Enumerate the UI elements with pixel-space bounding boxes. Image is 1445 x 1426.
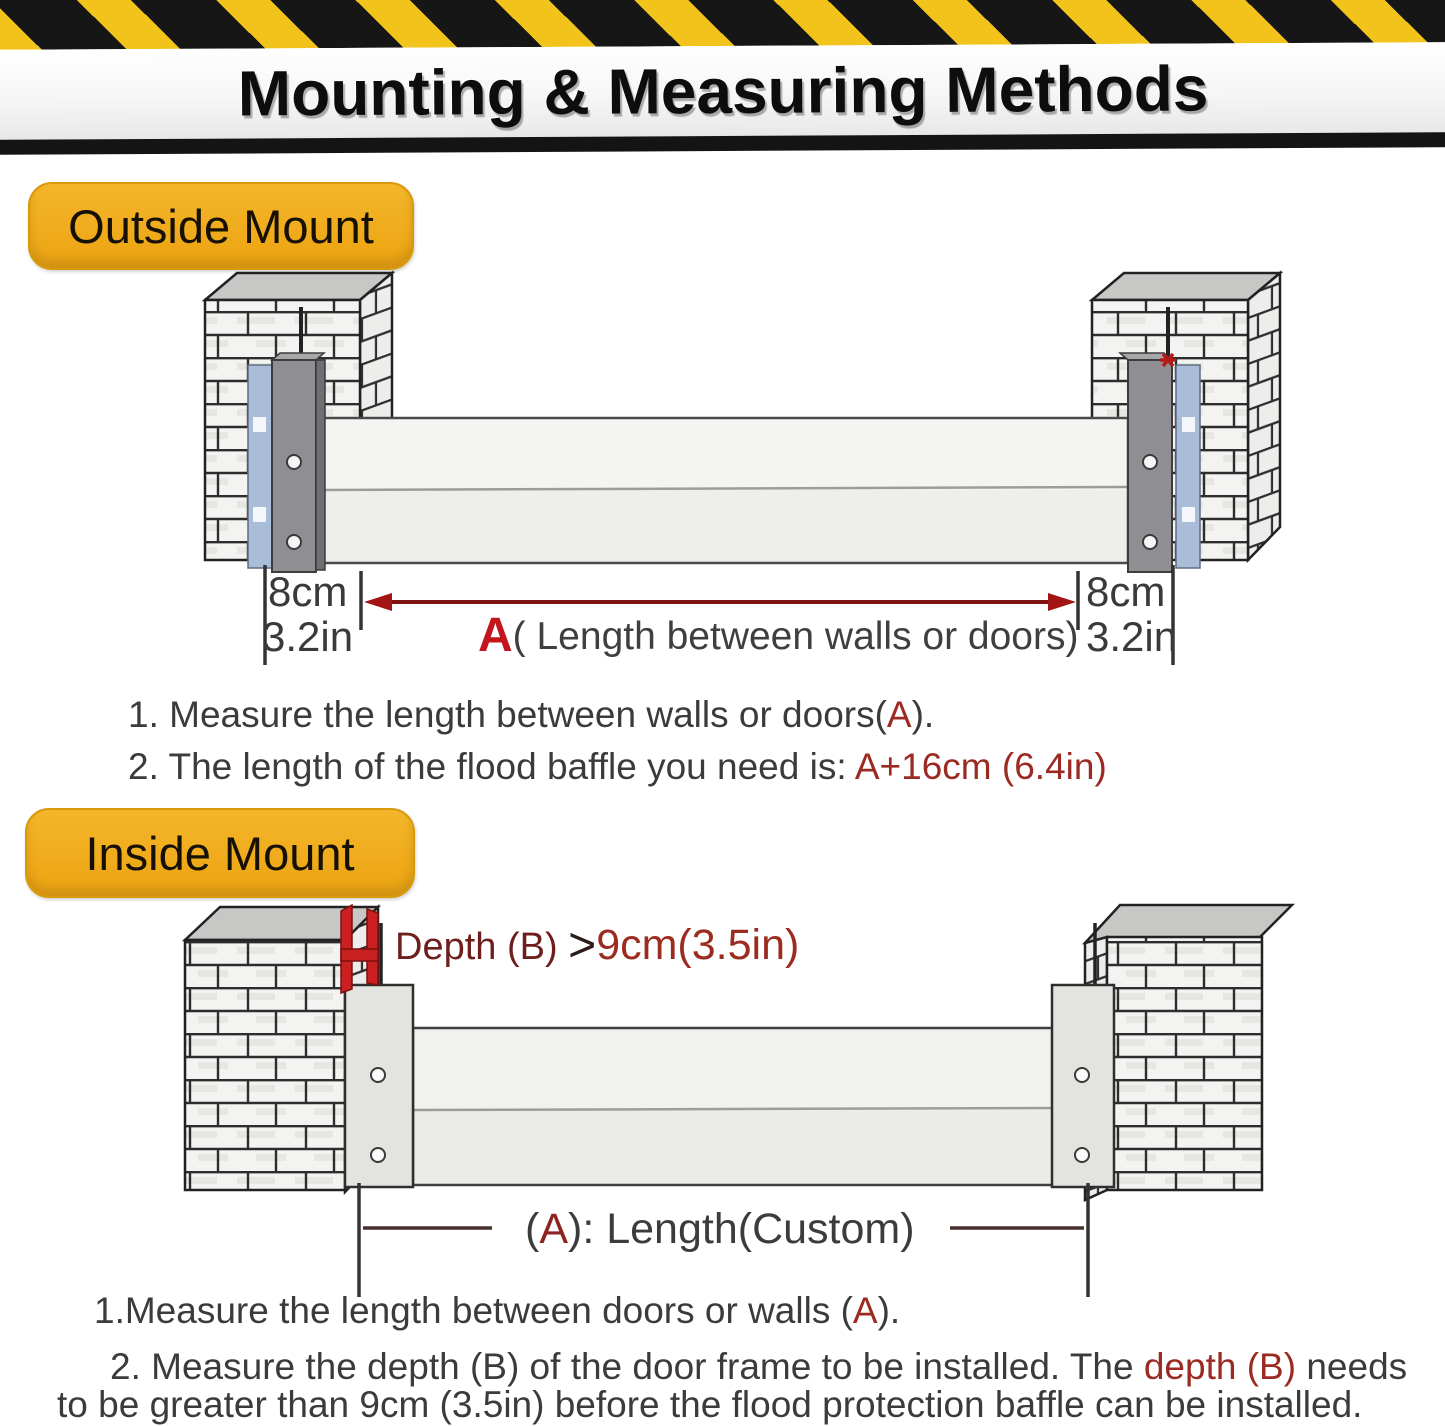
bolt-hole <box>1075 1068 1089 1082</box>
page-title: Mounting & Measuring Methods <box>237 52 1209 130</box>
dim-left-cm: 8cm <box>268 568 348 615</box>
length-a-letter: A <box>478 609 513 662</box>
dim-right-inch: 3.2in <box>1086 613 1178 660</box>
header-banner <box>0 0 1445 155</box>
inside-instruction-2-cont: to be greater than 9cm (3.5in) before the flood protection baffle can be installed. <box>57 1384 1363 1425</box>
flood-barrier <box>413 1028 1062 1185</box>
length-a-text: ( Length between walls or doors) <box>512 615 1079 658</box>
outside-left-channel <box>272 353 325 572</box>
instruction-text: 1. Measure the length between walls or doors( <box>128 694 887 735</box>
outside-instruction-1 <box>128 694 934 736</box>
instruction-text: 2. The length of the flood baffle you need is: <box>128 746 855 787</box>
outside-mount-label: Outside Mount <box>28 182 414 270</box>
inside-instruction-1 <box>94 1290 900 1332</box>
instruction-highlight: A <box>886 694 912 735</box>
bolt-hole <box>371 1068 385 1082</box>
length-text: ( <box>525 1205 540 1253</box>
instruction-text: 1.Measure the length between doors or walls ( <box>94 1290 853 1331</box>
instruction-highlight: A+16cm (6.4in) <box>854 746 1107 787</box>
length-a-letter: A <box>539 1205 569 1253</box>
instruction-text: ). <box>911 694 935 735</box>
length-custom-label <box>525 1205 915 1254</box>
title-band <box>0 42 1445 140</box>
depth-value: 9cm(3.5in) <box>596 921 800 969</box>
outside-right-channel <box>1120 353 1172 572</box>
instruction-text: needs <box>1296 1346 1408 1387</box>
instruction-text: 2. Measure the depth (B) of the door frame to be installed. The <box>110 1346 1144 1387</box>
length-text: ): Length(Custom) <box>568 1205 915 1253</box>
inside-right-pillar <box>1085 905 1292 1200</box>
flood-barrier <box>320 418 1128 563</box>
instruction-highlight: depth (B) <box>1143 1346 1297 1387</box>
outside-left-rail <box>248 365 272 568</box>
outside-right-rail <box>1176 365 1200 568</box>
dim-right-cm: 8cm <box>1086 568 1166 615</box>
bolt-hole <box>1075 1148 1089 1162</box>
greater-than-sign: > <box>568 919 597 972</box>
bolt-hole <box>1143 535 1157 549</box>
bolt-hole <box>371 1148 385 1162</box>
depth-b-label <box>395 916 799 971</box>
bolt-hole <box>287 455 301 469</box>
depth-text: Depth (B) <box>395 926 569 968</box>
instruction-highlight: A <box>852 1290 878 1331</box>
length-a-label <box>478 606 1078 661</box>
bolt-hole <box>287 535 301 549</box>
outside-instruction-2 <box>128 746 1107 788</box>
dim-left-inch: 3.2in <box>262 613 354 660</box>
bolt-hole <box>1143 455 1157 469</box>
inside-instruction-2 <box>110 1346 1407 1388</box>
inside-mount-label: Inside Mount <box>25 808 415 898</box>
instruction-text: ). <box>877 1290 901 1331</box>
